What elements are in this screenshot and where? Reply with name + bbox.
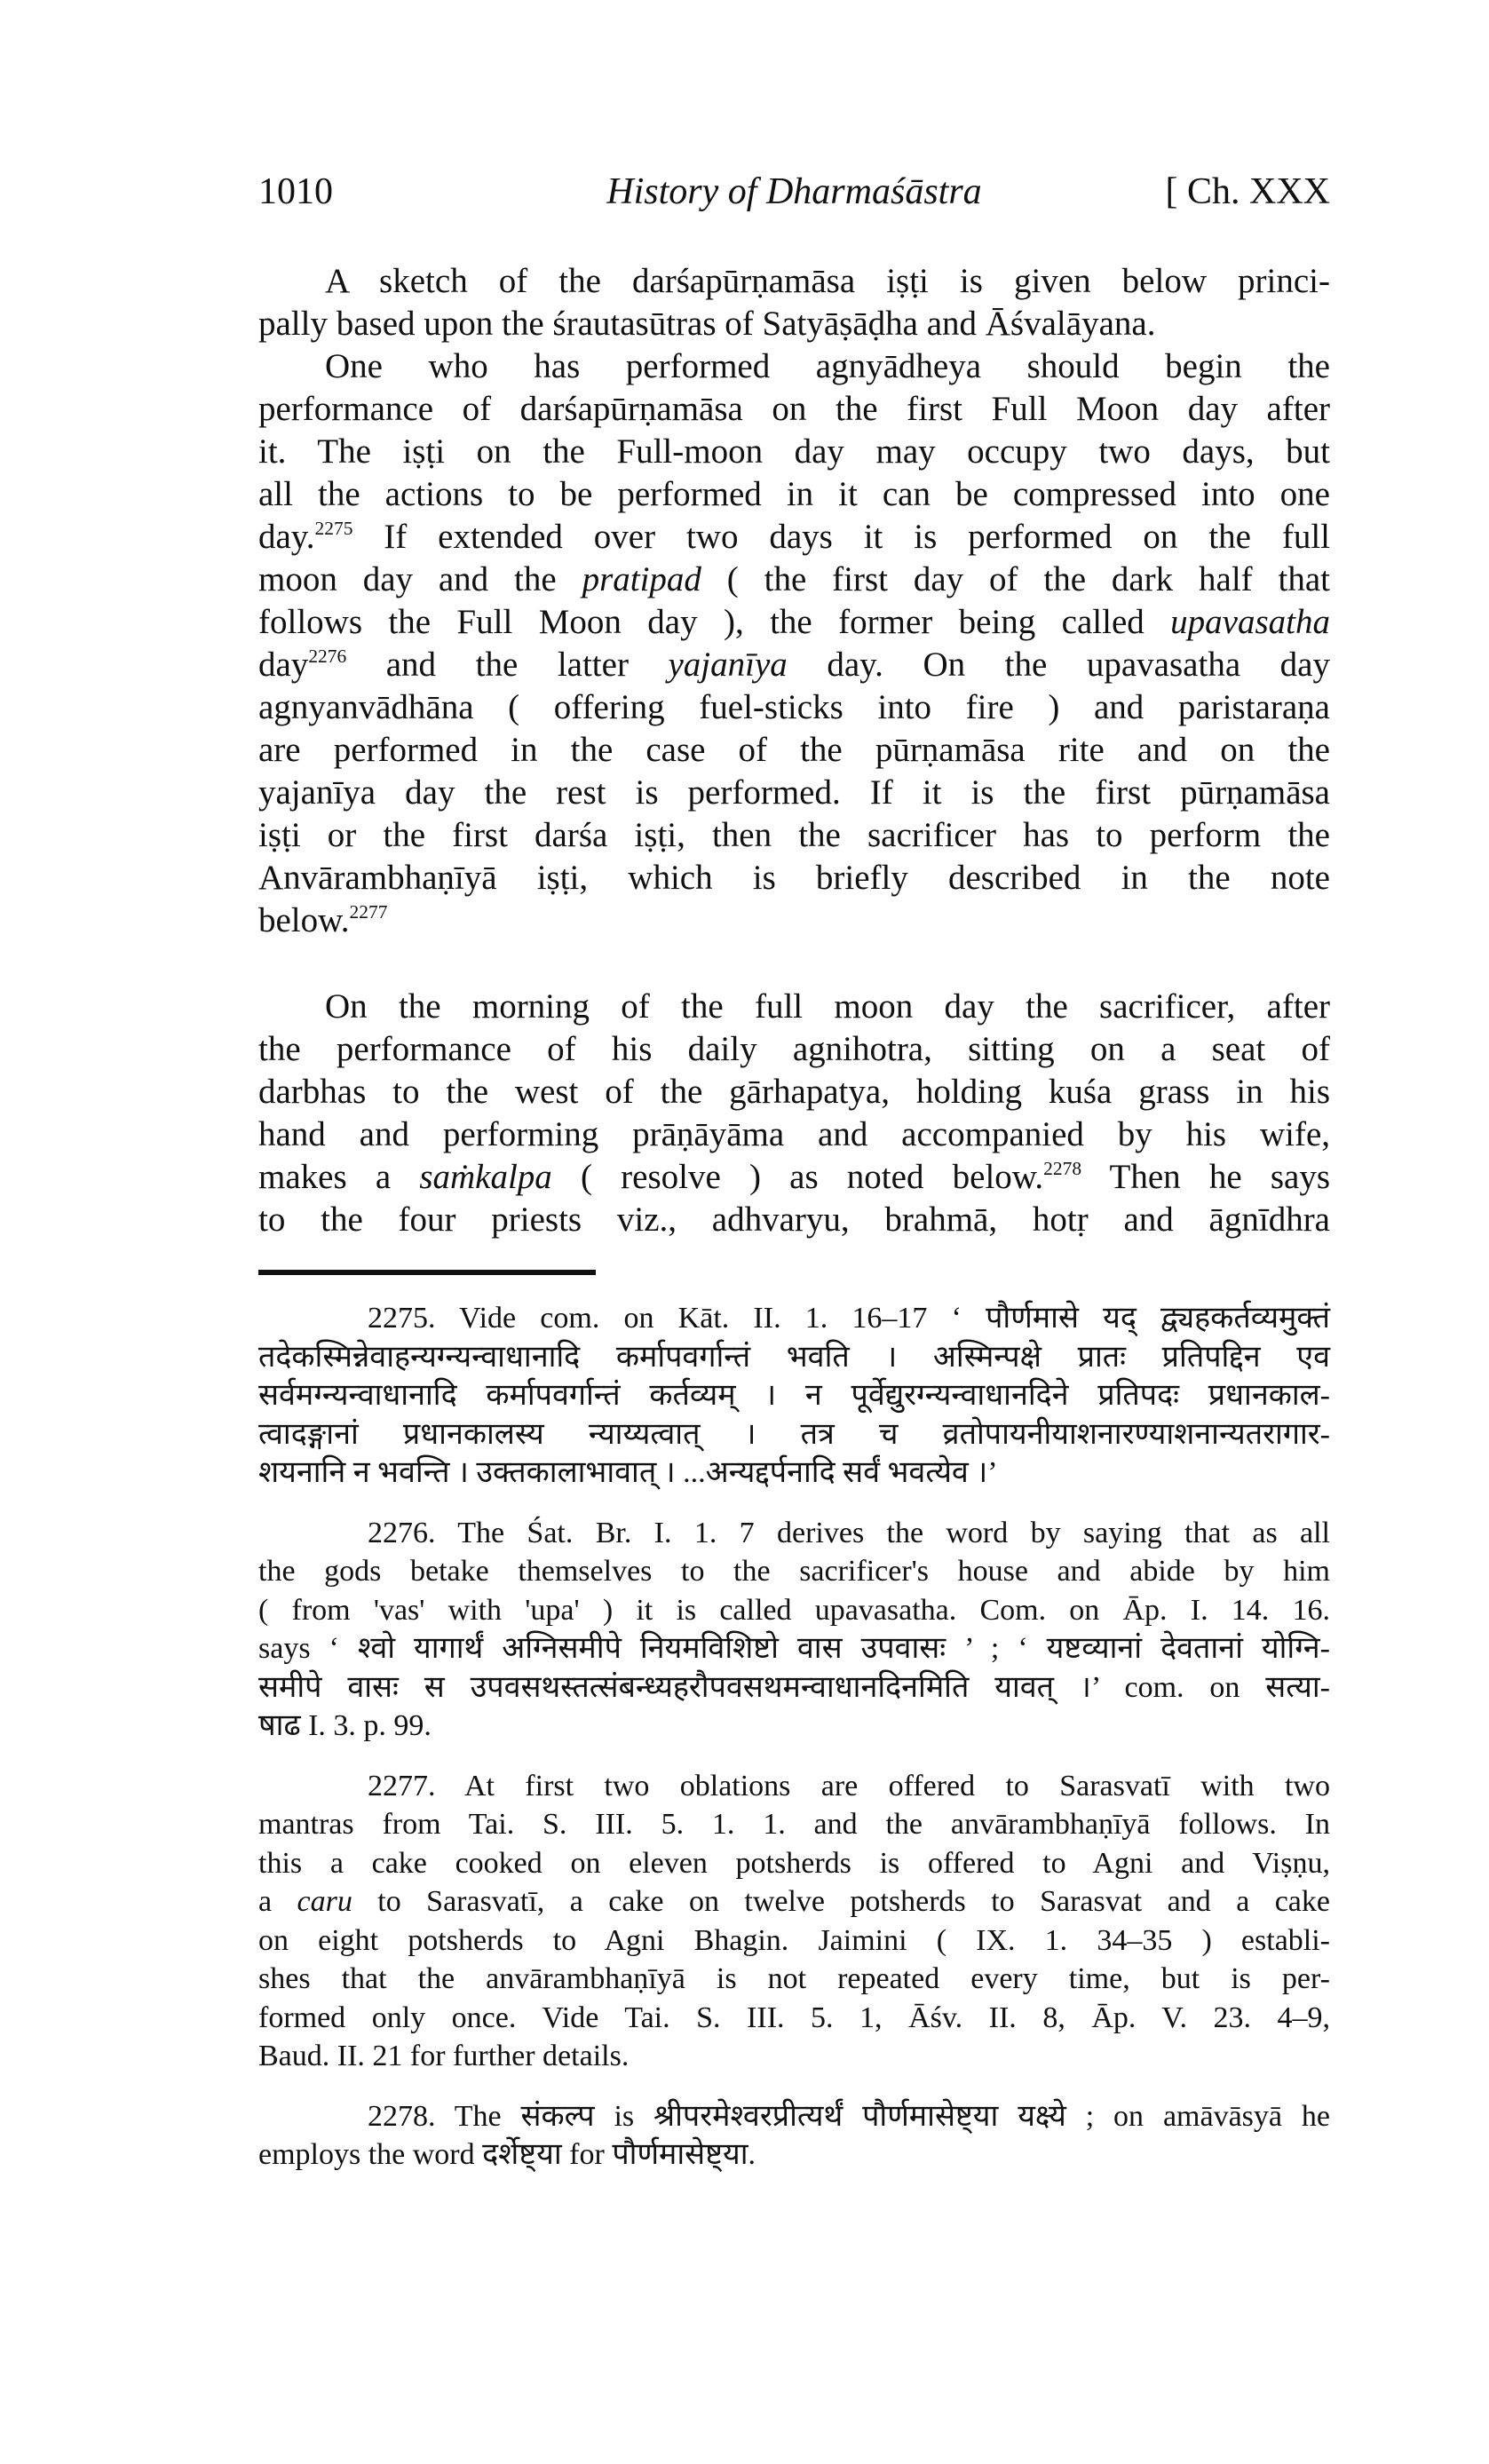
paragraph <box>258 986 1330 1241</box>
text-run: yajanīya day the rest is performed. If it is the first pūrṇamāsa <box>258 773 1330 812</box>
text-run: are performed in the case of the pūrṇamāsa rite and on the <box>258 731 1330 769</box>
paragraph <box>258 260 1330 345</box>
text-line <box>258 814 1330 857</box>
text-run: performance of darśapūrṇamāsa on the first Full Moon day after <box>258 390 1330 428</box>
text-line <box>258 1921 1330 1961</box>
text-run: शयनानि न भवन्ति । उक्तकालाभावात् । ...अन्यद्दर्पनादि सर्वं भवत्येव ।’ <box>258 1456 998 1489</box>
text-run: moon day and the <box>258 560 582 598</box>
text-run: pally based upon the śrautasūtras of Satyāṣāḍha and Āśvalāyana. <box>258 305 1156 343</box>
text-run: day. On the upavasatha day <box>787 646 1330 684</box>
text-run: it. The iṣṭi on the Full-moon day may occupy two days, but <box>258 432 1330 471</box>
text-line <box>258 772 1330 814</box>
text-run: सर्वमग्न्यन्वाधानादि कर्मापवर्गान्तं कर्तव्यम् । न पूर्वेद्युरग्न्यन्वाधानदिने प्रतिपदः प्रधानकाल- <box>258 1379 1330 1412</box>
text-line <box>258 1156 1330 1199</box>
text-run: ( the first day of the dark half that <box>701 560 1330 598</box>
text-line <box>258 857 1330 899</box>
text-run: षाढ I. 3. p. 99. <box>258 1709 432 1742</box>
text-run: employs the word दर्शेष्ट्या for पौर्णमासेष्ट्या. <box>258 2138 756 2171</box>
text-line <box>258 516 1330 559</box>
text-run: the gods betake themselves to the sacrificer's house and abide by him <box>258 1555 1330 1588</box>
text-line <box>258 1999 1330 2038</box>
text-line <box>258 2037 1330 2076</box>
text-run: Then he says <box>1081 1158 1330 1196</box>
footnote-ref: 2278 <box>1043 1158 1082 1179</box>
text-run: a <box>258 1885 297 1918</box>
page-number: 1010 <box>258 171 333 212</box>
italic-term: saṁkalpa <box>419 1158 552 1196</box>
text-run: समीपे वासः स उपवसथस्तत्संबन्ध्यहरौपवसथमन्वाधानदिनमिति यावत् ।’ com. on सत्या- <box>258 1670 1330 1704</box>
footnote <box>258 1767 1330 2076</box>
text-run: On the morning of the full moon day the sacrificer, after <box>325 987 1330 1026</box>
text-line <box>258 1707 1330 1746</box>
text-line <box>258 303 1330 345</box>
text-line <box>258 345 1330 388</box>
text-run: says ‘ श्वो यागार्थं अग्निसमीपे नियमविशिष्टो वास उपवासः ’ ; ‘ यष्टव्यानां देवतानां योग्नि- <box>258 1632 1330 1665</box>
page-content <box>258 260 1330 2175</box>
text-run: to Sarasvatī, a cake on twelve potsherds to Sarasvat and a cake <box>352 1885 1330 1918</box>
text-run: Anvārambhaṇīyā iṣṭi, which is briefly described in the note <box>258 859 1330 897</box>
text-line <box>258 1591 1330 1630</box>
text-run: One who has performed agnyādheya should begin the <box>325 347 1330 385</box>
text-line <box>258 1552 1330 1591</box>
text-run: 2275. Vide com. on Kāt. II. 1. 16–17 ‘ पौर्णमासे यद् द्व्यहकर्तव्यमुक्तं <box>368 1302 1330 1335</box>
text-run: day <box>258 646 309 684</box>
italic-term: caru <box>297 1885 352 1918</box>
book-title: History of Dharmaśāstra <box>606 171 982 212</box>
text-run: तदेकस्मिन्नेवाहन्यग्न्यन्वाधानादि कर्मापवर्गान्तं भवति । अस्मिन्पक्षे प्रातः प्रतिपद्दिन एव <box>258 1340 1330 1374</box>
text-run: A sketch of the darśapūrṇamāsa iṣṭi is given below princi- <box>325 262 1330 300</box>
text-run: follows the Full Moon day ), the former being called <box>258 603 1171 641</box>
text-line <box>258 2135 1330 2175</box>
text-run: If extended over two days it is performed on the full <box>352 518 1330 556</box>
text-run: ( resolve ) as noted below. <box>551 1158 1044 1196</box>
text-line <box>258 644 1330 686</box>
text-line <box>258 1376 1330 1415</box>
text-line <box>258 986 1330 1028</box>
text-run: त्वादङ्गानां प्रधानकालस्य न्याय्यत्वात् । तत्र च व्रतोपायनीयाशनारण्याशनान्यतरागार- <box>258 1417 1330 1451</box>
text-line <box>258 388 1330 431</box>
text-run: Baud. II. 21 for further details. <box>258 2040 630 2072</box>
text-run: darbhas to the west of the gārhapatya, holding kuśa grass in his <box>258 1073 1330 1111</box>
footnotes <box>258 1299 1330 2175</box>
text-run: shes that the anvārambhaṇīyā is not repeated every time, but is per- <box>258 1962 1330 1995</box>
text-line <box>258 1415 1330 1454</box>
text-line <box>258 1805 1330 1844</box>
text-run: and the latter <box>346 646 669 684</box>
text-line <box>258 1882 1330 1921</box>
italic-term: pratipad <box>582 560 701 598</box>
italic-term: upavasatha <box>1170 603 1330 641</box>
chapter-label: [ Ch. XXX <box>1165 171 1330 212</box>
text-run: to the four priests viz., adhvaryu, brahmā, hotṛ and āgnīdhra <box>258 1200 1330 1239</box>
text-line <box>258 1028 1330 1071</box>
text-run: on eight potsherds to Agni Bhagin. Jaimini ( IX. 1. 34–35 ) establi- <box>258 1923 1330 1957</box>
text-line <box>258 1338 1330 1377</box>
main-text <box>258 260 1330 1241</box>
footnote-rule <box>258 1270 596 1275</box>
text-line <box>258 1844 1330 1883</box>
text-line <box>258 1199 1330 1241</box>
text-run: all the actions to be performed in it can be compressed into one <box>258 475 1330 513</box>
text-run: mantras from Tai. S. III. 5. 1. 1. and the anvārambhaṇīyā follows. In <box>258 1808 1330 1841</box>
footnote-ref: 2276 <box>308 646 347 667</box>
text-line <box>258 431 1330 473</box>
footnote-ref: 2277 <box>349 901 388 923</box>
text-line <box>258 1960 1330 1999</box>
text-run: day. <box>258 518 315 556</box>
footnote-ref: 2275 <box>314 518 353 539</box>
footnote <box>258 1299 1330 1493</box>
text-line <box>258 2097 1330 2136</box>
paragraph <box>258 345 1330 942</box>
text-line <box>258 601 1330 644</box>
text-line <box>258 686 1330 729</box>
text-run: agnyanvādhāna ( offering fuel-sticks into fire ) and paristaraṇa <box>258 688 1330 726</box>
text-run: the performance of his daily agnihotra, sitting on a seat of <box>258 1030 1330 1068</box>
text-line <box>258 899 1330 942</box>
text-line <box>258 729 1330 772</box>
footnote <box>258 2097 1330 2175</box>
text-line <box>258 1668 1330 1707</box>
text-run: 2276. The Śat. Br. I. 1. 7 derives the word by saying that as all <box>368 1516 1330 1549</box>
text-run: ( from 'vas' with 'upa' ) it is called upavasatha. Com. on Āp. I. 14. 16. <box>258 1593 1330 1627</box>
text-run: formed only once. Vide Tai. S. III. 5. 1, Āśv. II. 8, Āp. V. 23. 4–9, <box>258 2001 1330 2034</box>
text-line <box>258 1767 1330 1806</box>
text-line <box>258 559 1330 601</box>
text-line <box>258 473 1330 516</box>
text-line <box>258 260 1330 303</box>
text-run: makes a <box>258 1158 420 1196</box>
text-line <box>258 1071 1330 1113</box>
text-line <box>258 1454 1330 1493</box>
text-line <box>258 1113 1330 1156</box>
text-run: iṣṭi or the first darśa iṣṭi, then the sacrificer has to perform the <box>258 816 1330 854</box>
text-line <box>258 1299 1330 1338</box>
text-run: 2278. The संकल्प is श्रीपरमेश्वरप्रीत्यर्थं पौर्णमासेष्ट्या यक्ष्ये ; on amāvāsyā he <box>368 2099 1330 2133</box>
text-run: hand and performing prāṇāyāma and accompanied by his wife, <box>258 1115 1330 1153</box>
footnote <box>258 1514 1330 1746</box>
text-line <box>258 1514 1330 1553</box>
running-header <box>258 170 1330 215</box>
italic-term: yajanīya <box>668 646 788 684</box>
text-run: 2277. At first two oblations are offered to Sarasvatī with two <box>368 1769 1330 1802</box>
text-run: this a cake cooked on eleven potsherds is offered to Agni and Viṣṇu, <box>258 1846 1330 1880</box>
text-run: below. <box>258 901 350 939</box>
text-line <box>258 1629 1330 1668</box>
